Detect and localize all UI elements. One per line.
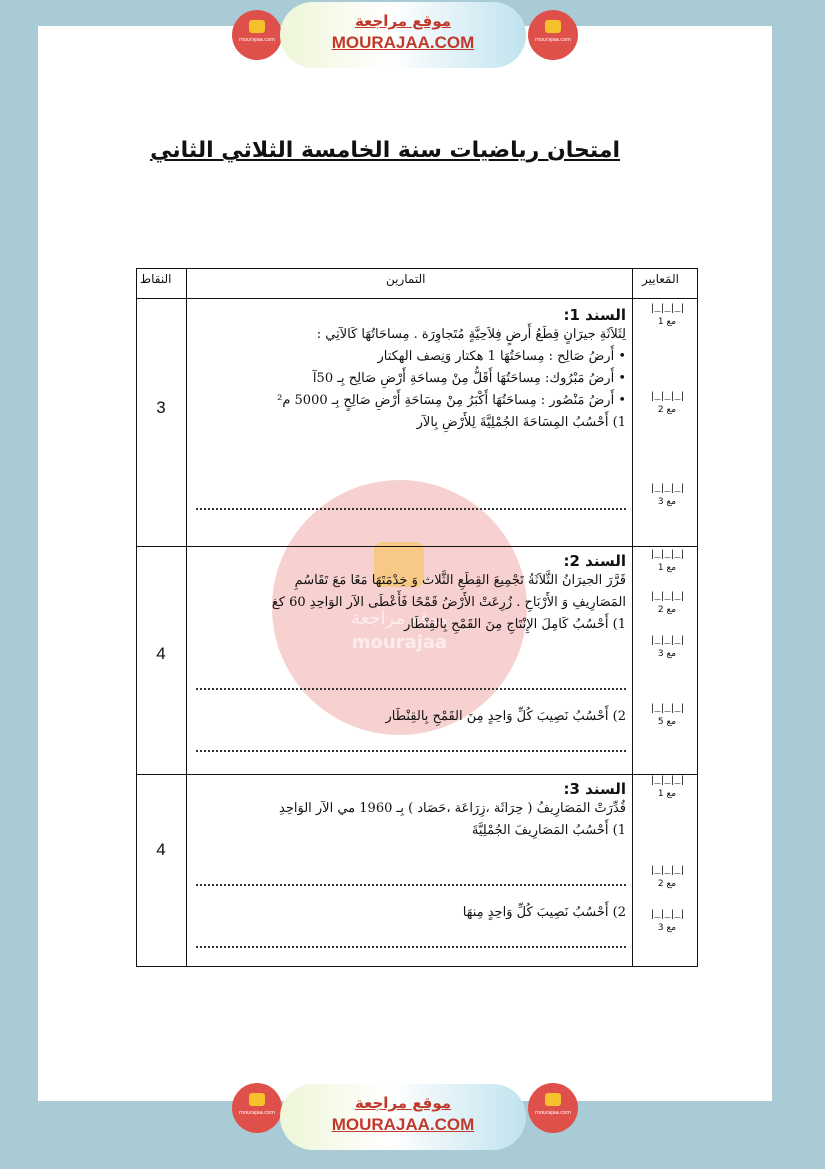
criteria-label: مع 3 (657, 923, 677, 933)
section-1-line: • أَرضُ مَنْصُور : مِساحَتُهَا أَكْبَرُ مِنْ مِسَاحَةِ أَرْضِ صَالِحٍ بِـ 5000 م² (277, 393, 626, 408)
criteria-item (648, 304, 686, 328)
banner-arabic: موقع مراجعة (354, 12, 452, 30)
criteria-label: مع 2 (657, 879, 677, 889)
criteria-item (648, 910, 686, 934)
criteria-label: مع 1 (657, 789, 677, 799)
site-logo-left-top[interactable] (232, 10, 282, 60)
question-2-2: 2) أَحْسُبُ نَصِيبَ كُلِّ وَاحِدٍ مِنَ القَمْحِ بِالقِنْطَار (385, 709, 626, 724)
score-box[interactable]: |_|_|_| (649, 304, 685, 315)
criteria-item (648, 592, 686, 616)
section-1-text (194, 306, 626, 434)
score-box[interactable]: |_|_|_| (649, 392, 685, 403)
score-box[interactable]: |_|_|_| (649, 592, 685, 603)
score-box[interactable]: |_|_|_| (649, 704, 685, 715)
criteria-item (648, 636, 686, 660)
criteria-item (648, 704, 686, 728)
section-3-question-2 (194, 902, 626, 924)
logo-text: mourajaa.com (534, 1110, 571, 1116)
section-2-line: قَرَّرَ الجيرَانُ الثَّلاَثَةُ تَجْمِيعَ القِطَعِ الثَّلاث وَ خِدْمَتَهَا مَعًا مَعَ تَقَاسُمِ (294, 573, 626, 588)
site-logo-right-bottom[interactable] (528, 1083, 578, 1133)
score-box[interactable]: |_|_|_| (649, 484, 685, 495)
score-box[interactable]: |_|_|_| (649, 776, 685, 787)
banner-arabic: موقع مراجعة (354, 1094, 452, 1112)
exam-title: امتحان رياضيات سنة الخامسة الثلاثي الثاني (150, 138, 620, 163)
section-1-line: • أَرضُ مَبْرُوك: مِساحَتُهَا أَقَلُّ مِنْ مِساحَةِ أَرْضِ صَالِح بِـ 50آ (312, 371, 626, 386)
site-banner-top[interactable] (280, 2, 526, 68)
answer-line[interactable] (196, 508, 626, 510)
site-banner-bottom[interactable] (280, 1084, 526, 1150)
section-2-line: المَصَارِيفِ وَ الأَرْبَاحِ . زُرِعَتْ الأَرْضُ قَمْحًا فَأَعْطَى الآر الوَاحِدِ 60 كغ (271, 595, 626, 610)
book-icon (545, 1093, 561, 1106)
section-2-text (194, 552, 626, 636)
watermark-arabic: موقع مراجعة (351, 608, 448, 629)
header-divider (136, 298, 698, 299)
section-2-title: السند 2: (563, 552, 626, 570)
column-divider (632, 268, 633, 967)
logo-text: mourajaa.com (534, 37, 571, 43)
score-box[interactable]: |_|_|_| (649, 636, 685, 647)
section-1-points: 3 (156, 398, 166, 417)
header-points: النقاط (140, 272, 172, 286)
criteria-item (648, 550, 686, 574)
book-icon (249, 20, 265, 33)
section-3-points: 4 (156, 840, 166, 859)
question-1-1: 1) أَحْسُبُ المِسَاحَةَ الجُمْلِيَّةَ لِلأَرْضِ بِالآر (416, 415, 626, 430)
exam-table (136, 268, 698, 968)
logo-text: mourajaa.com (238, 1110, 275, 1116)
score-box[interactable]: |_|_|_| (649, 910, 685, 921)
site-logo-left-bottom[interactable] (232, 1083, 282, 1133)
score-box[interactable]: |_|_|_| (649, 550, 685, 561)
header-criteria: المَعايير (642, 272, 679, 286)
criteria-item (648, 392, 686, 416)
row-divider (136, 546, 698, 547)
question-2-1: 1) أَحْسُبُ كَامِلَ الإِنْتَاجِ مِنَ القَمْحِ بِالقِنْطَار (404, 617, 626, 632)
section-1-line: لِثَلاَثَةِ جيرَانٍ قِطَعُ أَرضٍ فِلاَحِيَّةٍ مُتَجاوِرَة . مِساحَاتُهَا كَالآتِي : (316, 327, 626, 342)
table-border-top (136, 268, 698, 269)
watermark-latin: mourajaa (351, 632, 448, 653)
section-3-text (194, 780, 626, 842)
criteria-label: مع 2 (657, 605, 677, 615)
criteria-item (648, 776, 686, 800)
criteria-item (648, 484, 686, 508)
banner-latin: MOURAJAA.COM (331, 33, 475, 52)
answer-line[interactable] (196, 884, 626, 886)
logo-text: mourajaa.com (238, 37, 275, 43)
criteria-label: مع 1 (657, 563, 677, 573)
column-divider (186, 268, 187, 967)
criteria-label: مع 5 (657, 717, 677, 727)
criteria-label: مع 3 (657, 497, 677, 507)
answer-line[interactable] (196, 946, 626, 948)
book-icon (545, 20, 561, 33)
banner-latin: MOURAJAA.COM (331, 1115, 475, 1134)
table-border-bottom (136, 966, 698, 967)
table-border-right (697, 268, 698, 967)
table-border-left (136, 268, 137, 967)
score-box[interactable]: |_|_|_| (649, 866, 685, 877)
site-logo-right-top[interactable] (528, 10, 578, 60)
criteria-item (648, 866, 686, 890)
section-1-line: • أَرضُ صَالِح : مِساحَتُهَا 1 هكتار وَنِصف الهكتار (377, 349, 626, 364)
answer-line[interactable] (196, 750, 626, 752)
section-2-points: 4 (156, 644, 166, 663)
section-3-title: السند 3: (563, 780, 626, 798)
question-3-2: 2) أَحْسُبُ نَصِيبَ كُلِّ وَاحِدٍ مِنهَا (462, 905, 626, 920)
criteria-label: مع 2 (657, 405, 677, 415)
row-divider (136, 774, 698, 775)
criteria-label: مع 1 (657, 317, 677, 327)
section-1-title: السند 1: (563, 306, 626, 324)
book-icon (249, 1093, 265, 1106)
section-3-line: قُدِّرَتْ المَصَارِيفُ ( حِرَاثَة ،زِرَاعَة ،حَصَاد ) بِـ 1960 مي الآر الوَاحِدِ (279, 801, 626, 816)
criteria-label: مع 3 (657, 649, 677, 659)
section-2-question-2 (194, 706, 626, 728)
header-exercises: التمارين (386, 272, 426, 286)
answer-line[interactable] (196, 688, 626, 690)
question-3-1: 1) أَحْسُبُ المَصَارِيفَ الجُمْلِيَّةَ (471, 823, 626, 838)
